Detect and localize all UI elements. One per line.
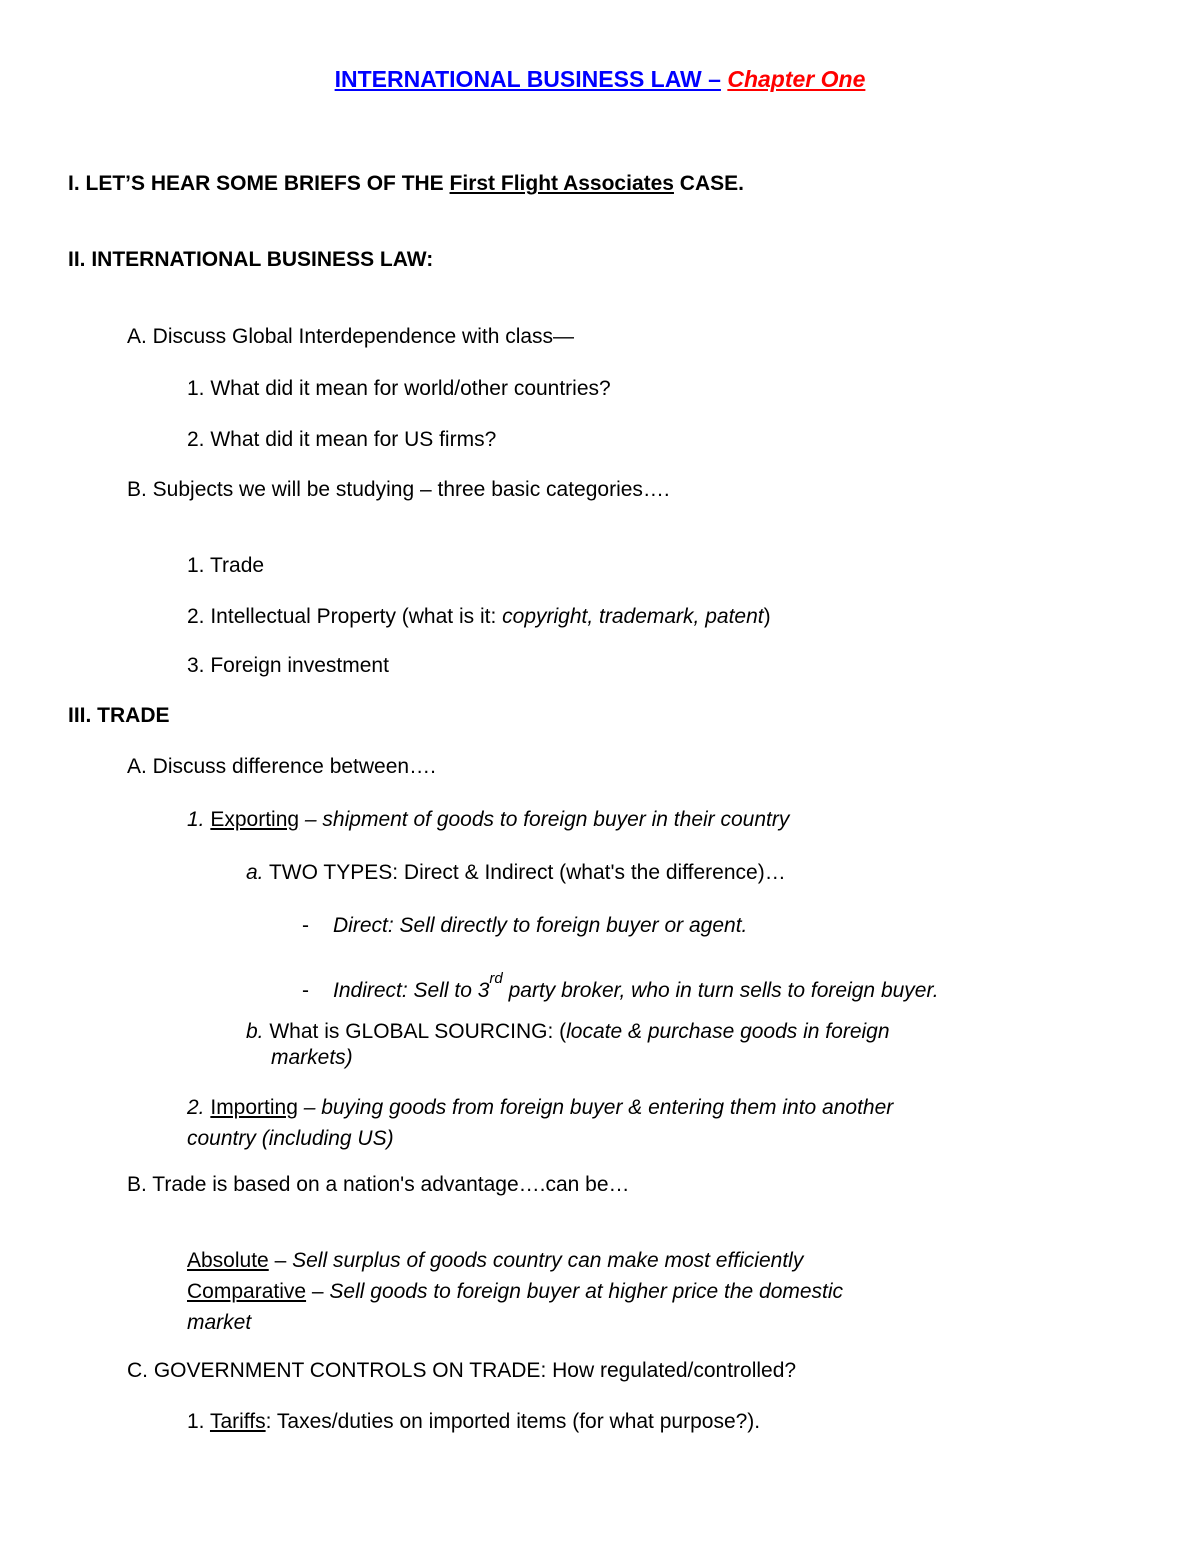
title-chapter: Chapter One [727, 66, 866, 92]
section-2-item-b: B. Subjects we will be studying – three basic categories…. [127, 478, 670, 501]
b2-suffix: ) [763, 605, 771, 628]
two-types-letter: a. [246, 861, 264, 884]
section-2-item-a1: 1. What did it mean for world/other countries? [187, 377, 611, 400]
direct-line: Direct: Sell directly to foreign buyer or agent. [333, 914, 748, 937]
tariffs-line [187, 1409, 760, 1435]
importing-term: Importing [210, 1096, 298, 1119]
b2-examples: copyright, trademark, patent [502, 605, 764, 628]
global-sourcing-cont: markets) [271, 1046, 353, 1069]
comparative-term: Comparative [187, 1280, 307, 1303]
direct-dash: - [302, 914, 309, 937]
section-3-item-b: B. Trade is based on a nation's advantage….can be… [127, 1173, 630, 1196]
tariffs-term: Tariffs [209, 1410, 266, 1433]
absolute-dash: – [268, 1249, 293, 1272]
importing-line [187, 1095, 893, 1121]
exporting-term: Exporting [210, 808, 300, 831]
two-types-text: TWO TYPES: Direct & Indirect (what's the difference)… [263, 861, 786, 884]
title-main: INTERNATIONAL BUSINESS LAW – [334, 66, 721, 92]
document-title [0, 66, 1200, 92]
exporting-num: 1. [187, 808, 211, 831]
section-2-item-b2 [187, 604, 771, 630]
comparative-line [187, 1279, 843, 1305]
ordinal-suffix: rd [489, 970, 503, 987]
absolute-line [187, 1248, 803, 1274]
comparative-cont: market [187, 1311, 252, 1334]
tariffs-definition: : Taxes/duties on imported items (for what purpose?). [265, 1410, 761, 1433]
indirect-line [333, 970, 939, 1004]
sourcing-text: What is GLOBAL SOURCING: ( [263, 1020, 567, 1043]
section-2-heading: II. INTERNATIONAL BUSINESS LAW: [68, 248, 434, 271]
section-1-heading [68, 171, 744, 197]
section-2-item-b1: 1. Trade [187, 554, 265, 577]
importing-cont: country (including US) [187, 1127, 394, 1150]
exporting-definition: – shipment of goods to foreign buyer in their country [299, 808, 790, 831]
exporting-line [187, 807, 789, 833]
comparative-dash: – [306, 1280, 330, 1303]
importing-num: 2. [187, 1096, 211, 1119]
comparative-definition: Sell goods to foreign buyer at higher price the domestic [329, 1280, 844, 1303]
section-2-item-b3: 3. Foreign investment [187, 654, 389, 677]
sourcing-definition: locate & purchase goods in foreign [566, 1020, 890, 1043]
section-3-item-a: A. Discuss difference between…. [127, 755, 436, 778]
importing-definition: – buying goods from foreign buyer & entering them into another [297, 1096, 894, 1119]
section-3-item-c: C. GOVERNMENT CONTROLS ON TRADE: How regulated/controlled? [127, 1359, 797, 1382]
two-types-line [246, 860, 786, 886]
b2-prefix: 2. Intellectual Property (what is it: [187, 605, 503, 628]
section-3-heading: III. TRADE [68, 704, 170, 727]
indirect-dash: - [302, 979, 309, 1002]
indirect-pre: Indirect: Sell to 3 [333, 979, 490, 1002]
section-2-item-a2: 2. What did it mean for US firms? [187, 428, 497, 451]
absolute-definition: Sell surplus of goods country can make most efficiently [292, 1249, 804, 1272]
section-1-prefix: I. LET’S HEAR SOME BRIEFS OF THE [68, 172, 450, 195]
section-2-item-a: A. Discuss Global Interdependence with class— [127, 325, 575, 348]
global-sourcing-line [246, 1019, 890, 1045]
case-name: First Flight Associates [449, 172, 674, 195]
section-1-suffix: CASE. [673, 172, 744, 195]
tariffs-num: 1. [187, 1410, 210, 1433]
sourcing-letter: b. [246, 1020, 264, 1043]
absolute-term: Absolute [187, 1249, 269, 1272]
indirect-post: party broker, who in turn sells to foreign buyer. [502, 979, 939, 1002]
